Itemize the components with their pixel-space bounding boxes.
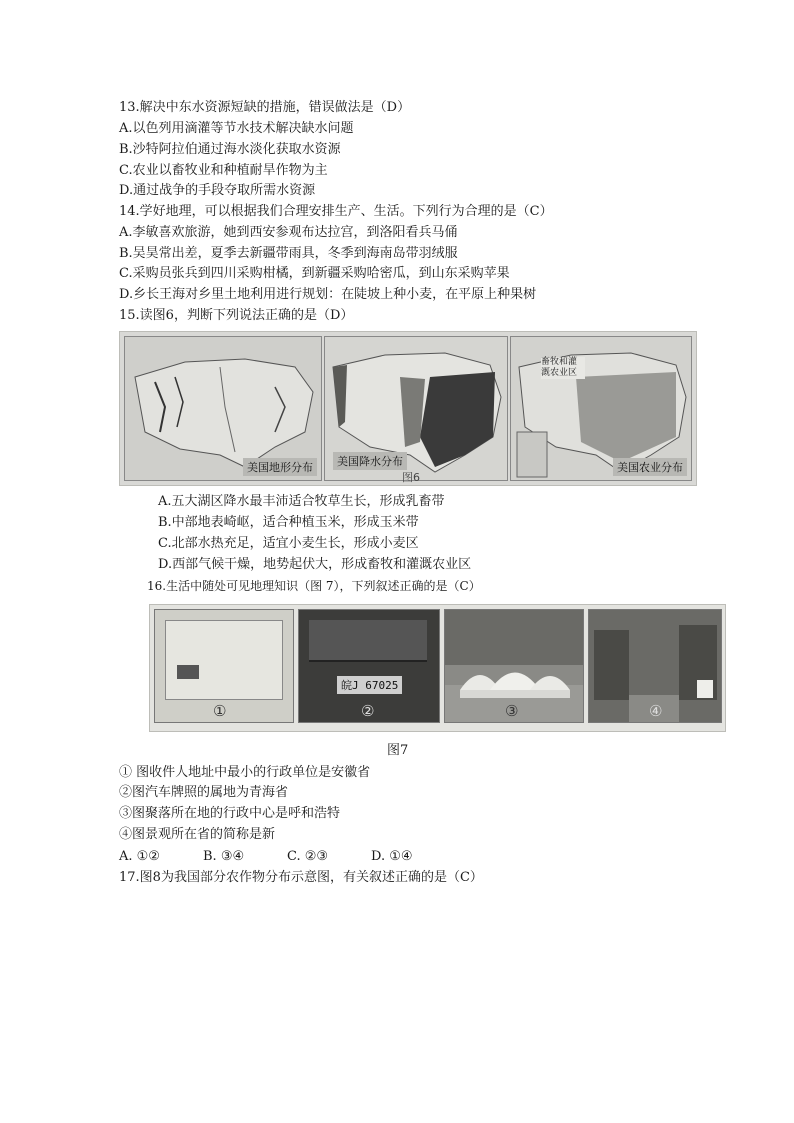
q13-option-a: A.以色列用滴灌等节水技术解决缺水问题	[119, 121, 354, 136]
precipitation-caption: 美国降水分布	[333, 452, 407, 470]
q15-option-d: D.西部气候干燥，地势起伏大，形成畜牧和灌溉农业区	[158, 557, 472, 572]
q13-stem: 13.解决中东水资源短缺的措施，错误做法是（D）	[119, 100, 411, 115]
q15-option-a: A.五大湖区降水最丰沛适合牧草生长，形成乳畜带	[158, 494, 445, 509]
q14-option-a: A.李敏喜欢旅游，她到西安参观布达拉宫，到洛阳看兵马俑	[119, 225, 458, 240]
q16-statement-3: ③图聚落所在地的行政中心是呼和浩特	[119, 806, 341, 821]
q15-option-c: C.北部水热充足，适宜小麦生长，形成小麦区	[158, 536, 419, 551]
q16-option-d: D. ①④	[371, 849, 413, 864]
q16-option-b: B. ③④	[203, 849, 245, 864]
terrain-caption: 美国地形分布	[243, 458, 317, 476]
figure-7	[149, 604, 726, 732]
us-precipitation-map	[324, 336, 508, 481]
q16-option-c: C. ②③	[287, 849, 329, 864]
figure-6-label: 图6	[402, 471, 420, 484]
photo-old-town	[588, 609, 722, 723]
license-plate: 皖J 67025	[337, 676, 402, 694]
photo-num-1: ①	[213, 702, 227, 720]
q14-option-b: B.吴昊常出差，夏季去新疆带雨具，冬季到海南岛带羽绒服	[119, 246, 458, 261]
q16-option-a: A. ①②	[119, 849, 160, 864]
q16-stem: 16.生活中随处可见地理知识（图 7），下列叙述正确的是（C）	[147, 579, 481, 593]
q16-statement-1: ① 图收件人地址中最小的行政单位是安徽省	[119, 765, 371, 780]
agriculture-inset-label: 畜牧和灌溉农业区	[541, 357, 585, 379]
us-agriculture-map	[510, 336, 692, 481]
us-terrain-map	[124, 336, 322, 481]
q15-option-b: B.中部地表崎岖，适合种植玉米，形成玉米带	[158, 515, 419, 530]
q13-option-b: B.沙特阿拉伯通过海水淡化获取水资源	[119, 142, 341, 157]
q14-option-c: C.采购员张兵到四川采购柑橘，到新疆采购哈密瓜，到山东采购苹果	[119, 266, 510, 281]
photo-num-4: ④	[649, 702, 663, 720]
q17-stem: 17.图8为我国部分农作物分布示意图，有关叙述正确的是（C）	[119, 870, 483, 885]
figure-7-label: 图7	[387, 743, 409, 758]
agriculture-caption: 美国农业分布	[613, 458, 687, 476]
figure-6	[119, 331, 697, 486]
q16-statement-2: ②图汽车牌照的属地为青海省	[119, 785, 289, 800]
photo-num-3: ③	[505, 702, 519, 720]
photo-num-2: ②	[361, 702, 375, 720]
photo-envelope	[154, 609, 294, 723]
q15-stem: 15.读图6，判断下列说法正确的是（D）	[119, 308, 354, 323]
photo-yurts	[444, 609, 584, 723]
photo-car-plate	[298, 609, 440, 723]
q13-option-c: C.农业以畜牧业和种植耐旱作物为主	[119, 163, 328, 178]
q14-stem: 14.学好地理，可以根据我们合理安排生产、生活。下列行为合理的是（C）	[119, 204, 553, 219]
q16-statement-4: ④图景观所在省的简称是新	[119, 827, 276, 842]
q13-option-d: D.通过战争的手段夺取所需水资源	[119, 183, 316, 198]
q14-option-d: D.乡长王海对乡里土地利用进行规划：在陡坡上种小麦，在平原上种果树	[119, 287, 537, 302]
